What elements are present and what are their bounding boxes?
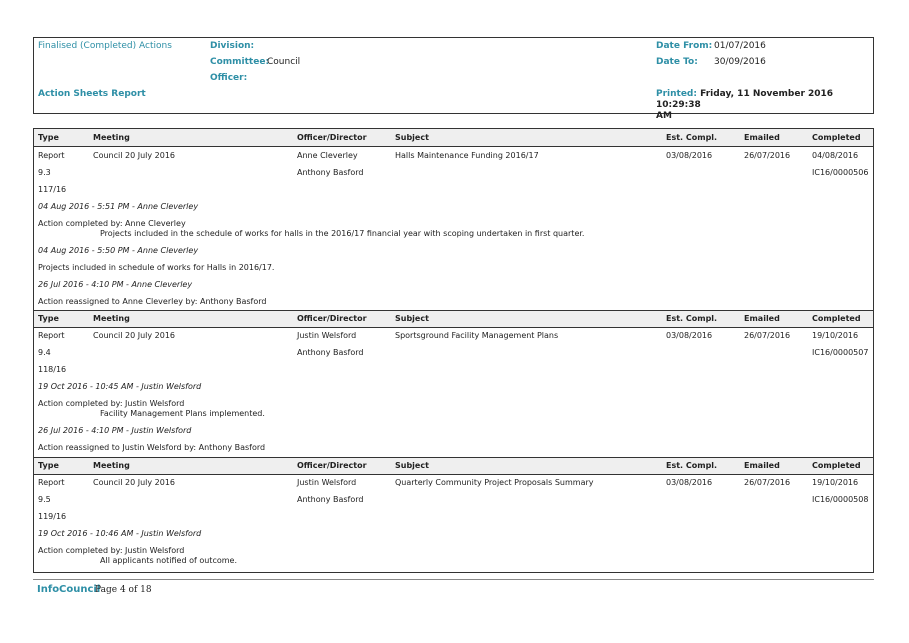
record-est-compl: 03/08/2016 bbox=[666, 478, 713, 487]
record-officer: Justin Welsford bbox=[297, 331, 357, 340]
col-officer: Officer/Director bbox=[297, 461, 367, 470]
record-item: 9.3 bbox=[38, 168, 51, 177]
record-number: 119/16 bbox=[38, 512, 67, 521]
col-meeting: Meeting bbox=[93, 461, 130, 470]
table-row bbox=[34, 476, 873, 571]
date-to-label: Date To: bbox=[656, 57, 698, 67]
note-line: Action completed by: Justin Welsford bbox=[38, 546, 185, 555]
record-subject: Halls Maintenance Funding 2016/17 bbox=[395, 151, 539, 160]
printed-value: Friday, 11 November 2016 10:29:38 bbox=[656, 89, 834, 110]
note-heading: 04 Aug 2016 - 5:51 PM - Anne Cleverley bbox=[38, 202, 199, 211]
date-from-label: Date From: bbox=[656, 41, 713, 51]
note-detail: All applicants notified of outcome. bbox=[100, 556, 237, 565]
record-meeting: Council 20 July 2016 bbox=[93, 151, 176, 160]
col-est-compl: Est. Compl. bbox=[666, 133, 718, 142]
note-line: Action reassigned to Anne Cleverley by: Anthony Basford bbox=[38, 297, 267, 306]
note-heading: 19 Oct 2016 - 10:46 AM - Justin Welsford bbox=[38, 529, 202, 538]
col-type: Type bbox=[38, 133, 59, 142]
record-completed: 19/10/2016 bbox=[812, 331, 859, 340]
note-heading: 26 Jul 2016 - 4:10 PM - Anne Cleverley bbox=[38, 280, 193, 289]
col-meeting: Meeting bbox=[93, 314, 130, 323]
footer-page-number: Page 4 of 18 bbox=[95, 585, 152, 595]
date-from-value: 01/07/2016 bbox=[714, 41, 766, 51]
col-subject: Subject bbox=[395, 133, 429, 142]
record-ref: IC16/0000508 bbox=[812, 495, 869, 504]
col-subject: Subject bbox=[395, 314, 429, 323]
col-meeting: Meeting bbox=[93, 133, 130, 142]
note-heading: 04 Aug 2016 - 5:50 PM - Anne Cleverley bbox=[38, 246, 199, 255]
note-detail: Facility Management Plans implemented. bbox=[100, 409, 265, 418]
col-est-compl: Est. Compl. bbox=[666, 314, 718, 323]
record-number: 118/16 bbox=[38, 365, 67, 374]
note-heading: 26 Jul 2016 - 4:10 PM - Justin Welsford bbox=[38, 426, 192, 435]
record-emailed: 26/07/2016 bbox=[744, 151, 791, 160]
record-completed: 04/08/2016 bbox=[812, 151, 859, 160]
col-officer: Officer/Director bbox=[297, 314, 367, 323]
officer-label: Officer: bbox=[210, 73, 248, 83]
record-item: 9.4 bbox=[38, 348, 51, 357]
col-subject: Subject bbox=[395, 461, 429, 470]
record-officer: Justin Welsford bbox=[297, 478, 357, 487]
col-emailed: Emailed bbox=[744, 314, 780, 323]
record-officer-2: Anthony Basford bbox=[297, 168, 364, 177]
record-officer-2: Anthony Basford bbox=[297, 348, 364, 357]
printed-value-2: AM bbox=[656, 111, 672, 121]
report-header-box bbox=[33, 37, 874, 121]
record-emailed: 26/07/2016 bbox=[744, 331, 791, 340]
record-type: Report bbox=[38, 478, 65, 487]
record-emailed: 26/07/2016 bbox=[744, 478, 791, 487]
printed-info bbox=[656, 89, 873, 122]
table-row bbox=[34, 329, 873, 457]
record-officer-2: Anthony Basford bbox=[297, 495, 364, 504]
col-est-compl: Est. Compl. bbox=[666, 461, 718, 470]
division-label: Division: bbox=[210, 41, 255, 51]
col-type: Type bbox=[38, 461, 59, 470]
col-emailed: Emailed bbox=[744, 461, 780, 470]
col-type: Type bbox=[38, 314, 59, 323]
record-officer: Anne Cleverley bbox=[297, 151, 358, 160]
record-est-compl: 03/08/2016 bbox=[666, 151, 713, 160]
printed-label: Printed: bbox=[656, 89, 697, 99]
record-type: Report bbox=[38, 331, 65, 340]
record-meeting: Council 20 July 2016 bbox=[93, 478, 176, 487]
record-ref: IC16/0000506 bbox=[812, 168, 869, 177]
committee-label: Committee: bbox=[210, 57, 270, 67]
record-subject: Quarterly Community Project Proposals Summary bbox=[395, 478, 594, 487]
report-subtitle: Action Sheets Report bbox=[38, 89, 146, 99]
record-completed: 19/10/2016 bbox=[812, 478, 859, 487]
date-to-value: 30/09/2016 bbox=[714, 57, 766, 67]
note-heading: 19 Oct 2016 - 10:45 AM - Justin Welsford bbox=[38, 382, 202, 391]
col-completed: Completed bbox=[812, 133, 861, 142]
committee-value: Council bbox=[267, 57, 301, 67]
record-number: 117/16 bbox=[38, 185, 67, 194]
col-emailed: Emailed bbox=[744, 133, 780, 142]
note-line: Action reassigned to Justin Welsford by: Anthony Basford bbox=[38, 443, 266, 452]
note-detail: Projects included in the schedule of works for halls in the 2016/17 financial year with scoping undertaken in first quarter. bbox=[100, 229, 585, 238]
col-officer: Officer/Director bbox=[297, 133, 367, 142]
note-line: Projects included in schedule of works for Halls in 2016/17. bbox=[38, 263, 275, 272]
record-subject: Sportsground Facility Management Plans bbox=[395, 331, 559, 340]
record-type: Report bbox=[38, 151, 65, 160]
table-row bbox=[34, 149, 873, 309]
table-header-row bbox=[34, 129, 873, 147]
record-meeting: Council 20 July 2016 bbox=[93, 331, 176, 340]
table-header-row bbox=[34, 457, 873, 475]
actions-table bbox=[33, 128, 874, 573]
record-est-compl: 03/08/2016 bbox=[666, 331, 713, 340]
footer-app-name: InfoCouncil bbox=[37, 584, 101, 595]
col-completed: Completed bbox=[812, 314, 861, 323]
footer-divider bbox=[33, 579, 874, 580]
note-line: Action completed by: Anne Cleverley bbox=[38, 219, 186, 228]
report-title: Finalised (Completed) Actions bbox=[38, 41, 172, 51]
note-line: Action completed by: Justin Welsford bbox=[38, 399, 185, 408]
col-completed: Completed bbox=[812, 461, 861, 470]
record-item: 9.5 bbox=[38, 495, 51, 504]
table-header-row bbox=[34, 310, 873, 328]
record-ref: IC16/0000507 bbox=[812, 348, 869, 357]
